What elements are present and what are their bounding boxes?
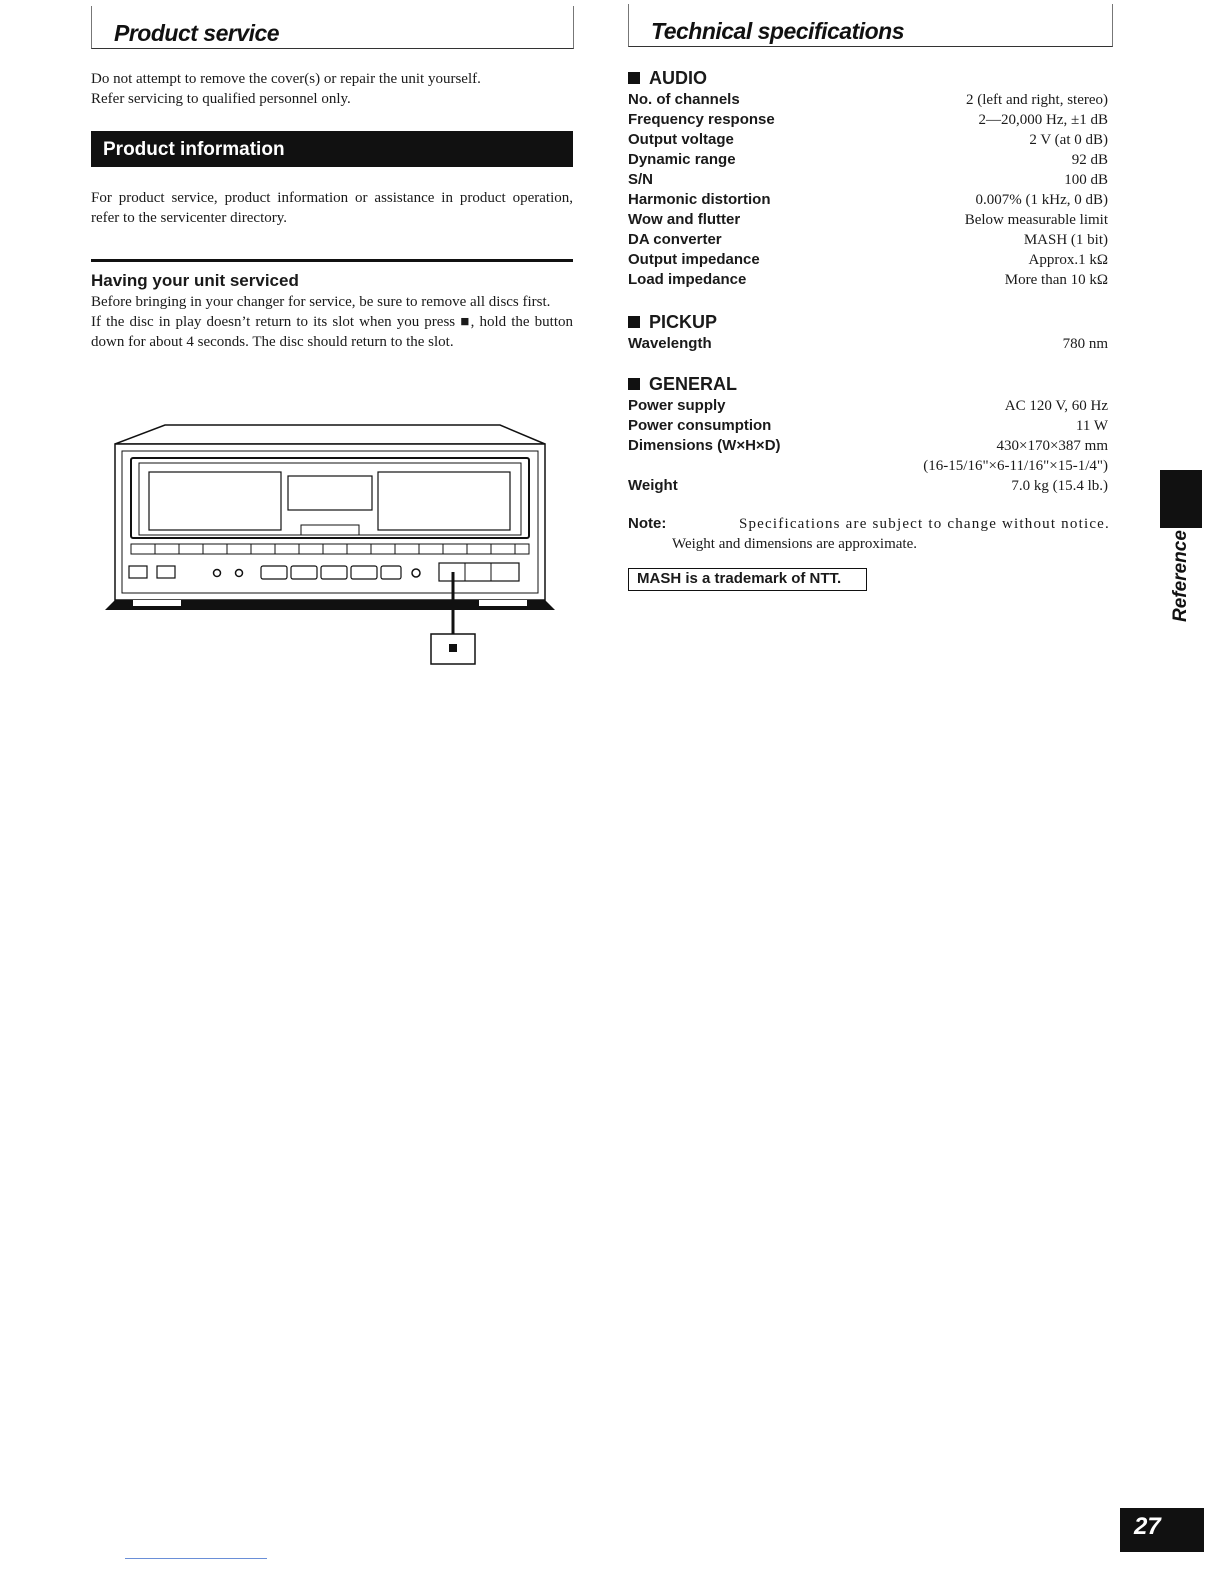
spec-row: Load impedance More than 10 kΩ: [628, 271, 1108, 288]
spec-row: Wavelength 780 nm: [628, 335, 1108, 352]
trademark-notice: [628, 568, 867, 591]
page-number-box: [1120, 1508, 1204, 1552]
product-information-bar: [91, 131, 573, 167]
technical-specifications-heading: Technical specifications: [651, 18, 905, 44]
spec-group-title: PICKUP: [628, 310, 1108, 334]
bullet-square-icon: [628, 316, 640, 328]
spec-row: Power consumption 11 W: [628, 417, 1108, 434]
trademark-text: MASH is a trademark of NTT.: [637, 570, 842, 587]
spec-row: No. of channels 2 (left and right, stereo): [628, 91, 1108, 108]
service-warning: [91, 69, 573, 109]
bullet-square-icon: [628, 378, 640, 390]
spec-note: [628, 514, 1110, 554]
spec-row: Wow and flutter Below measurable limit: [628, 211, 1108, 228]
service-instructions: [91, 292, 573, 352]
spec-row: Power supply AC 120 V, 60 Hz: [628, 397, 1108, 414]
spec-row: DA converter MASH (1 bit): [628, 231, 1108, 248]
product-service-heading-frame: [91, 6, 574, 49]
spec-row: Dynamic range 92 dB: [628, 151, 1108, 168]
service-paragraph-1: Before bringing in your changer for service, be sure to remove all discs first.: [91, 294, 551, 310]
bullet-square-icon: [628, 72, 640, 84]
spec-group-pickup: [628, 310, 1108, 354]
spec-group-title: GENERAL: [628, 372, 1108, 396]
product-information-text: For product service, product information or assistance in product operation, refer to the servicenter directory.: [91, 190, 573, 226]
page-number: 27: [1134, 1513, 1161, 1540]
service-warning-line-1: Do not attempt to remove the cover(s) or repair the unit yourself.: [91, 71, 481, 87]
service-paragraph-2: If the disc in play doesn’t return to its slot when you press ■, hold the button down for about 4 seconds. The disc should return to the slot.: [91, 314, 573, 350]
note-label: Note:: [628, 515, 667, 532]
spec-group-title: AUDIO: [628, 66, 1108, 90]
spec-row: Output voltage 2 V (at 0 dB): [628, 131, 1108, 148]
service-warning-line-2: Refer servicing to qualified personnel only.: [91, 91, 351, 107]
spec-row: Weight 7.0 kg (15.4 lb.): [628, 477, 1108, 494]
note-line-2: Weight and dimensions are approximate.: [672, 536, 917, 552]
spec-row: Dimensions (W×H×D) 430×170×387 mm: [628, 437, 1108, 454]
spec-row: Frequency response 2—20,000 Hz, ±1 dB: [628, 111, 1108, 128]
technical-specifications-heading-frame: [628, 4, 1113, 47]
product-information-title: Product information: [103, 139, 285, 160]
spec-row: Output impedance Approx.1 kΩ: [628, 251, 1108, 268]
section-divider: [91, 259, 573, 262]
reference-tab-marker: [1160, 470, 1202, 528]
spec-row: Harmonic distortion 0.007% (1 kHz, 0 dB): [628, 191, 1108, 208]
spec-row: S/N 100 dB: [628, 171, 1108, 188]
note-line-1: Specifications are subject to change without notice.: [738, 516, 1110, 532]
spec-group-audio: [628, 66, 1108, 290]
spec-row: (16-15/16"×6-11/16"×15-1/4"): [923, 458, 1108, 474]
bottom-rule: [125, 1558, 267, 1559]
spec-group-general: [628, 372, 1108, 496]
cd-changer-illustration: [105, 420, 560, 670]
product-service-heading: Product service: [114, 20, 280, 46]
reference-tab-label: Reference: [1170, 530, 1191, 622]
having-unit-serviced-heading: Having your unit serviced: [91, 271, 299, 290]
